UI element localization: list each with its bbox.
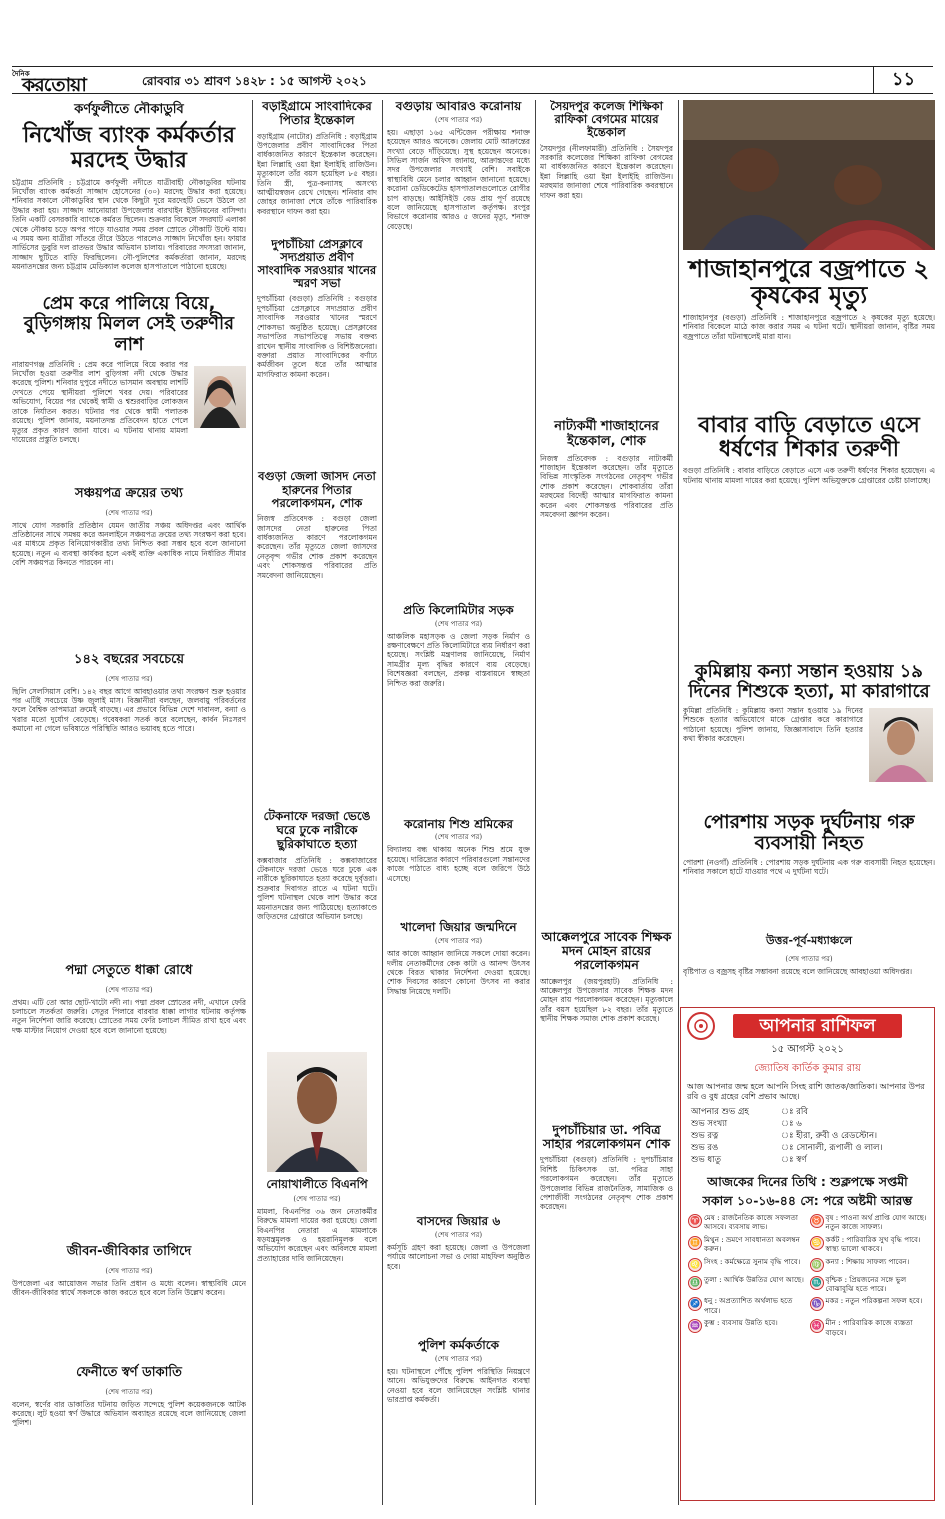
lucky-row: শুভ ধাতু ঃ স্বর্ণ (691, 1155, 807, 1165)
article-body: নিজস্ব প্রতিবেদক : বগুড়ার নাট্যকর্মী শাজাহান ইন্তেকাল করেছেন। তাঁর মৃত্যুতে বিভিন্ন সাংস্কৃতিক সংগঠনের নেতৃবৃন্দ গভীর শোক প্রকাশ করেছেন। শোকবার্তায় তাঁরা মরহুমের বিদেহী আত্মার মাগফিরাত কামনা করেন এবং শোকসন্তপ্ত পরিবারের প্রতি সমবেদনা জ্ঞাপন করেন। (540, 453, 673, 519)
column-rule (252, 100, 253, 1505)
continued-note: (শেষ পাতার পর) (105, 508, 153, 517)
article-headline: করোনায় শিশু শ্রমিকের (404, 816, 513, 831)
article-body: মামলা, বিএনপির ৩৬ জন নেতাকর্মীর বিরুদ্ধে মামলা দায়ের করা হয়েছে। জেলা বিএনপির নেতারা এ মামলাকে ষড়যন্ত্রমূলক ও হয়রানিমূলক বলে অভিযোগ করেছেন এবং অবিলম্বে মামলা প্রত্যাহারের দাবি জানিয়েছেন। (257, 1206, 377, 1263)
continued-note: (শেষ পাতার পর) (434, 619, 483, 628)
article-headline: নিখোঁজ ব্যাংক কর্মকর্তার মরদেহ উদ্ধার (23, 123, 235, 174)
gemini-icon: ♊ (688, 1236, 702, 1250)
zodiac-sign: ♋ কর্কট : পারিবারিক সুখ বৃদ্ধি পাবে। স্বাস্থ্য ভালো থাকবে। (808, 1234, 930, 1256)
article-body: কুমিল্লা প্রতিনিধি : কুমিল্লায় কন্যা সন্তান হওয়ায় ১৯ দিনের শিশুকে হত্যার অভিযোগে মাকে গ্রেপ্তার করে কারাগারে পাঠানো হয়েছে। পুলিশ জানায়, জিজ্ঞাসাবাদে তিনি হত্যার কথা স্বীকার করেছেন। (683, 705, 863, 743)
article-body: চট্টগ্রাম প্রতিনিধি : চট্টগ্রামে কর্ণফুলী নদীতে যাত্রীবাহী নৌকাডুবির ঘটনায় নিখোঁজ ব্যাংক কর্মকর্তা সাজ্জাদ হোসেনের (৩০) মরদেহ উদ্ধার করা হয়েছে। শনিবার সকালে নৌকাডুবির স্থান থেকে কিছুটা দূরে মরদেহটি ভেসে উঠলে তা উদ্ধার করা হয়। সাজ্জাদ আনোয়ারা উপজেলার বারখাইন ইউনিয়নের বাসিন্দা। তিনি একটি বেসরকারি ব্যাংকে কর্মরত ছিলেন। শুক্রবার বিকেলে সদরঘাট এলাকা থেকে নৌকায় চড়ে অপর পাড়ে যাওয়ার সময় প্রবল স্রোতে নৌকাটি উল্টে যায়। এ সময় অন্য যাত্রীরা সাঁতরে তীরে উঠতে পারলেও সাজ্জাদ নিখোঁজ হন। ফায়ার সার্ভিসের ডুবুরি দল রাতভর উদ্ধার অভিযান চালায়। পরিবারের সদস্যরা জানান, সাজ্জাদ ছুটিতে বাড়ি ফিরছিলেন। নৌ-পুলিশের কর্মকর্তারা জানান, মরদেহ ময়নাতদন্তের জন্য চট্টগ্রাম মেডিক্যাল কলেজ হাসপাতালে পাঠানো হয়েছে। (12, 177, 246, 272)
continued-note: (শেষ পাতার পর) (434, 1230, 483, 1239)
article-headline: প্রেম করে পালিয়ে বিয়ে, বুড়িগঙ্গায় মিলল সেই তরুণীর লাশ (23, 292, 235, 355)
section-subhead: সঞ্চয়পত্র ক্রয়ের তথ্য (75, 485, 183, 501)
taurus-icon: ♉ (810, 1214, 824, 1228)
article-headline: আক্কেলপুরে সাবেক শিক্ষক মদন মোহন রায়ের পরলোকগমন (541, 928, 672, 973)
zodiac-sign: ♊ মিথুন : ভ্রমণে সাবধানতা অবলম্বন করুন। (686, 1234, 808, 1256)
article-body: প্রথম। এটি তো আর ছোট-খাটো নদী না। পদ্মা প্রবল স্রোতের নদী, এখানে ফেরি চলাচলে সতর্কতা জরুরি। সেতুর পিলারে বারবার ধাক্কা লাগার ঘটনায় কর্তৃপক্ষ নতুন নির্দেশনা জারি করেছে। স্রোতের সময় ফেরি চলাচল সীমিত রাখা হবে এবং দক্ষ মাস্টার নিয়োগ দেওয়া হবে বলে জানানো হয়েছে। (12, 997, 246, 1035)
article-body: কক্সবাজার প্রতিনিধি : কক্সবাজারের টেকনাফে দরজা ভেঙে ঘরে ঢুকে এক নারীকে ছুরিকাঘাতে হত্যা করেছে দুর্বৃত্তরা। শুক্রবার দিবাগত রাতে এ ঘটনা ঘটে। পুলিশ ঘটনাস্থল থেকে লাশ উদ্ধার করে ময়নাতদন্তের জন্য পাঠিয়েছে। হত্যাকাণ্ডে জড়িতদের গ্রেপ্তারে অভিযান চলছে। (257, 855, 377, 921)
article-body: আর কাজে আহ্বান জানিয়ে সকলে দোয়া করেন। দলীয় নেতাকর্মীদের কেক কাটা ও আনন্দ উৎসব থেকে বিরত থাকার নির্দেশনা দেওয়া হয়েছে। শোক দিবসের কারণে কোনো উৎসব না করার সিদ্ধান্ত নিয়েছে দলটি। (387, 949, 530, 996)
article-body: ছিলি সেলসিয়াস বেশি। ১৪২ বছর আগে আবহাওয়ার তথ্য সংরক্ষণ শুরু হওয়ার পর এটিই সবচেয়ে উষ্ণ জুলাই মাস। বিজ্ঞানীরা বলছেন, জলবায়ু পরিবর্তনের ফলে বৈশ্বিক তাপমাত্রা ক্রমেই বাড়ছে। এর প্রভাবে বিভিন্ন দেশে দাবানল, বন্যা ও খরার মতো দুর্যোগ বেড়েছে। গবেষকরা সতর্ক করে বলেছেন, কার্বন নিঃসরণ কমানো না গেলে ভবিষ্যতে পরিস্থিতি আরও ভয়াবহ হতে পারে। (12, 686, 246, 734)
zodiac-sign: ♌ সিংহ : কর্মক্ষেত্রে সুনাম বৃদ্ধি পাবে। (686, 1256, 808, 1274)
article-body: নারায়ণগঞ্জ প্রতিনিধি : প্রেম করে পালিয়ে বিয়ে করার পর নিখোঁজ হওয়া তরুণীর লাশ বুড়িগঙ্গা নদী থেকে উদ্ধার করেছে পুলিশ। শনিবার দুপুরে নদীতে ভাসমান অবস্থায় লাশটি দেখতে পেয়ে স্থানীয়রা পুলিশে খবর দেয়। পরিবারের অভিযোগ, বিয়ের পর থেকেই স্বামী ও শ্বশুরবাড়ির লোকজন তাকে নির্যাতন করত। ঘটনার পর থেকে স্বামী পলাতক রয়েছে। পুলিশ জানায়, ময়নাতদন্ত প্রতিবেদন হাতে পেলে মৃত্যুর প্রকৃত কারণ জানা যাবে। এ ঘটনায় থানায় মামলা দায়েরের প্রস্তুতি চলছে। (12, 359, 188, 444)
section-subhead: ফেনীতে স্বর্ণ ডাকাতি (76, 1364, 182, 1380)
article-body: বিদ্যালয় বন্ধ থাকায় অনেক শিশু শ্রমে যুক্ত হয়েছে। দারিদ্র্যের কারণে পরিবারগুলো সন্তানদের কাজে পাঠাতে বাধ্য হচ্ছে বলে জরিপে উঠে এসেছে। (387, 845, 530, 883)
article-headline: খালেদা জিয়ার জন্মদিনে (400, 920, 517, 935)
lucky-row: শুভ সংখ্যা ঃ ৬ (691, 1119, 802, 1129)
article-headline: শাজাহানপুরে বজ্রপাতে ২ কৃষকের মৃত্যু (688, 255, 930, 310)
column-rule (535, 100, 536, 1505)
zodiac-sign: ♎ তুলা : আর্থিক উন্নতির যোগ আছে। (686, 1274, 808, 1296)
cancer-icon: ♋ (810, 1236, 824, 1250)
article-body: সৈয়দপুর (নীলফামারী) প্রতিনিধি : সৈয়দপুর সরকারি কলেজের শিক্ষিকা রাফিকা বেগমের মা বার্ধক্যজনিত কারণে ইন্তেকাল করেছেন। ইন্না লিল্লাহি ওয়া ইন্না ইলাইহি রাজিউন। মরহুমার জানাজা শেষে পারিবারিক কবরস্থানে দাফন করা হয়। (540, 143, 673, 200)
article-headline: দুপচাঁচিয়া প্রেসক্লাবে সদ্যপ্রয়াত প্রবীণ সাংবাদিক সরওয়ার খানের স্মরণ সভা (257, 236, 377, 291)
libra-icon: ♎ (688, 1276, 702, 1290)
article-body: দুপচাঁচিয়া (বগুড়া) প্রতিনিধি : দুপচাঁচিয়ার বিশিষ্ট চিকিৎসক ডা. পবিত্র সাহা পরলোকগমন করেছেন। তাঁর মৃত্যুতে উপজেলার বিভিন্ন রাজনৈতিক, সামাজিক ও পেশাজীবী সংগঠনের নেতৃবৃন্দ শোক প্রকাশ করেছেন। (540, 1155, 673, 1212)
article-body: বড়াইগ্রাম (নাটোর) প্রতিনিধি : বড়াইগ্রাম উপজেলার প্রবীণ সাংবাদিকের পিতা বার্ধক্যজনিত কারণে ইন্তেকাল করেছেন। ইন্না লিল্লাহি ওয়া ইন্না ইলাইহি রাজিউন। মৃত্যুকালে তাঁর বয়স হয়েছিল ৮৫ বছর। তিনি স্ত্রী, পুত্র-কন্যাসহ অসংখ্য আত্মীয়স্বজন রেখে গেছেন। শনিবার বাদ জোহর জানাজা শেষে তাঁকে পারিবারিক কবরস্থানে দাফন করা হয়। (257, 131, 377, 216)
article-body: কর্মসূচি গ্রহণ করা হয়েছে। জেলা ও উপজেলা পর্যায়ে আলোচনা সভা ও দোয়া মাহফিল অনুষ্ঠিত হবে। (387, 1242, 530, 1271)
sagittarius-icon: ♐ (688, 1297, 702, 1311)
article-body: পোরশা (নওগাঁ) প্রতিনিধি : পোরশায় সড়ক দুর্ঘটনায় এক গরু ব্যবসায়ী নিহত হয়েছেন। শনিবার সকালে হাটে যাওয়ার পথে এ দুর্ঘটনা ঘটে। (683, 857, 935, 876)
article-body: বলেন, স্বর্ণের বার ডাকাতির ঘটনায় জড়িত সন্দেহে পুলিশ কয়েকজনকে আটক করেছে। লুট হওয়া স্বর্ণ উদ্ধারে অভিযান অব্যাহত রয়েছে বলে জানিয়েছে জেলা পুলিশ। (12, 1399, 246, 1428)
zodiac-sign: ♓ মীন : পারিবারিক কাজে ব্যস্ততা বাড়বে। (808, 1317, 930, 1339)
continued-note: (শেষ পাতার পর) (105, 674, 153, 683)
continued-note: (শেষ পাতার পর) (434, 937, 483, 946)
article-body: সাথে যোগ সরকারি প্রতিষ্ঠান যেমন জাতীয় সঞ্চয় অধিদপ্তর এবং আর্থিক প্রতিষ্ঠানের সাথে সমন্বয় করে অনলাইনে সঞ্চয়পত্র ক্রয়ের তথ্য সংরক্ষণ করা হবে। এর মাধ্যমে প্রকৃত বিনিয়োগকারীর তথ্য নিশ্চিত করা সম্ভব হবে বলে জানানো হয়েছে। নতুন এ ব্যবস্থা কার্যকর হলে একই ব্যক্তি একাধিক নামে নির্ধারিত সীমার বেশি সঞ্চয়পত্র কিনতে পারবেন না। (12, 520, 246, 568)
zodiac-sign: ♒ কুম্ভ : ব্যবসায় উন্নতি হবে। (686, 1317, 808, 1339)
article-body: বগুড়া প্রতিনিধি : বাবার বাড়িতে বেড়াতে এসে এক তরুণী ধর্ষণের শিকার হয়েছেন। এ ঘটনায় থানায় মামলা দায়ের করা হয়েছে। পুলিশ অভিযুক্তকে গ্রেপ্তারের চেষ্টা চালাচ্ছে। (683, 466, 935, 485)
article-kicker: কর্ণফুলীতে নৌকাডুবি (74, 102, 184, 117)
logo-text: করতোয়া (22, 74, 86, 96)
zodiac-sign: ♐ ধনু : অপ্রত্যাশিত অর্থলাভ হতে পারে। (686, 1295, 808, 1317)
continued-note: (শেষ পাতার পর) (105, 1266, 153, 1275)
column-5 (683, 100, 935, 1005)
news-photo (267, 1052, 367, 1172)
section-subhead: পদ্মা সেতুতে ধাক্কা রোধে (65, 962, 193, 978)
masthead (12, 66, 933, 94)
pisces-icon: ♓ (810, 1319, 824, 1333)
article-headline: প্রতি কিলোমিটার সড়ক (403, 602, 514, 617)
article-headline: পুলিশ কর্মকর্তাকে (418, 1337, 499, 1352)
horoscope-title: আপনার রাশিফল (733, 1014, 902, 1038)
section-subhead: উত্তর-পূর্ব-মধ্যাঞ্চলে (765, 933, 853, 947)
zodiac-sign: ♏ বৃশ্চিক : প্রিয়জনের সঙ্গে ভুল বোঝাবুঝি হতে পারে। (808, 1274, 930, 1296)
continued-note: (শেষ পাতার পর) (105, 1387, 153, 1396)
leo-icon: ♌ (688, 1258, 702, 1272)
aries-icon: ♈ (688, 1214, 702, 1228)
section-subhead: জীবন-জীবিকার তাগিদে (66, 1243, 192, 1259)
article-headline: নাট্যকর্মী শাজাহানের ইন্তেকাল, শোক (554, 418, 659, 449)
continued-note: (শেষ পাতার পর) (785, 954, 833, 963)
article-headline: সৈয়দপুর কলেজ শিক্ষিকা রাফিকা বেগমের মায়ের ইন্তেকাল (550, 100, 663, 140)
article-headline: দুপচাঁচিয়ার ডা. পবিত্র সাহার পরলোকগমন শোক (542, 1121, 671, 1152)
article-headline: কুমিল্লায় কন্যা সন্তান হওয়ায় ১৯ দিনের শিশুকে হত্যা, মা কারাগারে (688, 661, 930, 702)
lucky-row: আপনার শুভ গ্রহ ঃ রবি (691, 1107, 809, 1117)
news-photo (683, 100, 935, 250)
column-rule (678, 100, 679, 1505)
article-headline: বড়াইগ্রামে সাংবাদিকের পিতার ইন্তেকাল (262, 100, 372, 127)
article-headline: পোরশায় সড়ক দুর্ঘটনায় গরু ব্যবসায়ী নিহত (703, 810, 915, 854)
article-headline: নোয়াখালীতে বিএনপি (266, 1176, 368, 1191)
lucky-row: শুভ রঙ ঃ সোনালী, রূপালী ও লাল। (691, 1143, 883, 1153)
dateline: রোববার ৩১ শ্রাবণ ১৪২৮ : ১৫ আগস্ট ২০২১ (142, 74, 367, 88)
horoscope-box (680, 1007, 935, 1501)
news-photo (194, 366, 246, 428)
horoscope-intro: আজ আপনার জন্ম হলে আপনি সিংহ রাশি জাতক/জাতিকা। আপনার উপর রবি ও বুধ গ্রহের বেশি প্রভাব আছে। (687, 1082, 925, 1101)
article-headline: বাসদের জিয়ার ৬ (416, 1214, 501, 1229)
continued-note: (শেষ পাতার পর) (293, 1194, 341, 1203)
continued-note: (শেষ পাতার পর) (434, 833, 483, 842)
article-body: আঞ্চলিক মহাসড়ক ও জেলা সড়ক নির্মাণ ও রক্ষণাবেক্ষণে প্রতি কিলোমিটারে ব্যয় নির্ধারণ করা হয়েছে। সংশ্লিষ্ট মন্ত্রণালয় জানিয়েছে, নির্মাণ সামগ্রীর মূল্য বৃদ্ধির কারণে ব্যয় বেড়েছে। বিশেষজ্ঞরা বলছেন, প্রকল্প বাস্তবায়নে স্বচ্ছতা নিশ্চিত করা জরুরি। (387, 631, 530, 688)
today-tithi-time: সকাল ১০-১৬-৪৪ সে: পরে অষ্টমী আরম্ভ (702, 1193, 913, 1208)
virgo-icon: ♍ (810, 1258, 824, 1272)
article-body: দুপচাঁচিয়া (বগুড়া) প্রতিনিধি : বগুড়ার দুপচাঁচিয়া প্রেসক্লাবে সদ্যপ্রয়াত প্রবীণ সাংবাদিক সরওয়ার খানের স্মরণে শোকসভা অনুষ্ঠিত হয়েছে। প্রেসক্লাবের সভাপতির সভাপতিত্বে সভায় বক্তব্য রাখেন স্থানীয় সাংবাদিক ও বিশিষ্টজনেরা। বক্তারা প্রয়াত সাংবাদিকের বর্ণাঢ্য কর্মজীবন তুলে ধরে তাঁর আত্মার মাগফিরাত কামনা করেন। (257, 294, 377, 379)
article-body: নিজস্ব প্রতিবেদক : বগুড়া জেলা জাসদের নেতা হারুনের পিতা বার্ধক্যজনিত কারণে পরলোকগমন করেছেন। তাঁর মৃত্যুতে জেলা জাসদের নেতৃবৃন্দ গভীর শোক প্রকাশ করেছেন এবং শোকসন্তপ্ত পরিবারের প্রতি সমবেদনা জানিয়েছেন। (257, 514, 377, 580)
column-2 (257, 100, 377, 1505)
column-3 (387, 100, 530, 1505)
page-number: ১১ (873, 67, 933, 93)
article-headline: বগুড়া জেলা জাসদ নেতা হারুনের পিতার পরলোকগমন, শোক (258, 469, 376, 510)
article-headline: বাবার বাড়ি বেড়াতে এসে ধর্ষণের শিকার তরুণী (698, 412, 920, 462)
article-headline: বগুড়ায় আবারও করোনায় (395, 100, 522, 113)
today-tithi: আজকের দিনের তিথি : শুক্লপক্ষে সপ্তমী (707, 1174, 908, 1189)
column-1 (12, 100, 246, 1505)
continued-note: (শেষ পাতার পর) (434, 115, 483, 124)
article-body: হয়। ঘটনাস্থলে পৌঁছে পুলিশ পরিস্থিতি নিয়ন্ত্রণে আনে। অভিযুক্তদের বিরুদ্ধে আইনগত ব্যবস্থা নেওয়া হবে বলে জানিয়েছেন সংশ্লিষ্ট থানার ভারপ্রাপ্ত কর্মকর্তা। (387, 1366, 530, 1404)
zodiac-sign: ♍ কন্যা : শিক্ষায় সাফল্য পাবেন। (808, 1256, 930, 1274)
continued-note: (শেষ পাতার পর) (105, 985, 153, 994)
zodiac-sign: ♑ মকর : নতুন পরিকল্পনা সফল হবে। (808, 1295, 930, 1317)
capricorn-icon: ♑ (810, 1297, 824, 1311)
newspaper-logo (12, 68, 130, 96)
article-body: আক্কেলপুর (জয়পুরহাট) প্রতিনিধি : আক্কেলপুর উপজেলার সাবেক শিক্ষক মদন মোহন রায় পরলোকগমন করেছেন। মৃত্যুকালে তাঁর বয়স হয়েছিল ৮২ বছর। তাঁর মৃত্যুতে স্থানীয় শিক্ষক সমাজ শোক প্রকাশ করেছে। (540, 976, 673, 1024)
article-headline: টেকনাফে দরজা ভেঙে ঘরে ঢুকে নারীকে ছুরিকাঘাতে হত্যা (263, 809, 371, 851)
section-subhead: ১৪২ বছরের সবচেয়ে (74, 651, 184, 667)
horoscope-date: ১৫ আগস্ট ২০২১ (771, 1044, 844, 1055)
logo-small: দৈনিক (12, 70, 30, 78)
zodiac-signs (681, 1208, 934, 1343)
horoscope-astrologer: জ্যোতিষ কার্তিক কুমার রায় (754, 1063, 861, 1074)
scorpio-icon: ♏ (810, 1276, 824, 1290)
column-4 (540, 100, 673, 1505)
article-body: হয়। এছাড়া ১৬৫ এন্টিজেন পরীক্ষায় শনাক্ত হয়েছেন আরও অনেকে। জেলায় মোট আক্রান্তের সংখ্যা বেড়ে দাঁড়িয়েছে। সুস্থ হয়েছেন অনেকে। সিভিল সার্জন অফিস জানায়, আক্রান্তদের মধ্যে সদর উপজেলার সংখ্যাই বেশি। সবাইকে স্বাস্থ্যবিধি মেনে চলার আহ্বান জানানো হয়েছে। করোনা ডেডিকেটেড হাসপাতালগুলোতে রোগীর চাপ বাড়ছে। আইসিইউ বেড প্রায় পূর্ণ রয়েছে বলে জানিয়েছে হাসপাতাল কর্তৃপক্ষ। রংপুর বিভাগে করোনায় আরও ৫ জনের মৃত্যু, শনাক্ত বেড়েছে। (387, 127, 530, 231)
continued-note: (শেষ পাতার পর) (434, 1354, 483, 1363)
zodiac-sign: ♈ মেষ : রাজনৈতিক কাজে সফলতা আসবে। ব্যবসায় লাভ। (686, 1212, 808, 1234)
lucky-list (681, 1102, 934, 1170)
aquarius-icon: ♒ (688, 1319, 702, 1333)
lucky-row: শুভ রত্ন ঃ হীরা, রুবী ও রেডস্টোন। (691, 1131, 878, 1141)
article-body: উপজেলা এর আয়োজন সভার তিনি প্রধান ও মধ্যে বলেন। স্বাস্থ্যবিধি মেনে জীবন-জীবিকার স্বার্থে সকলকে কাজ করতে হবে বলে তিনি উল্লেখ করেন। (12, 1278, 246, 1298)
article-body: বৃষ্টিপাত ও বজ্রসহ বৃষ্টির সম্ভাবনা রয়েছে বলে জানিয়েছে আবহাওয়া অধিদপ্তর। (683, 966, 913, 976)
article-body: শাজাহানপুর (বগুড়া) প্রতিনিধি : শাজাহানপুরে বজ্রপাতে ২ কৃষকের মৃত্যু হয়েছে। শনিবার বিকেলে মাঠে কাজ করার সময় এ ঘটনা ঘটে। স্থানীয়রা জানান, বৃষ্টির সময় বজ্রপাতে তাঁরা ঘটনাস্থলেই মারা যান। (683, 312, 935, 341)
column-rule (382, 100, 383, 1505)
news-photo (869, 708, 933, 782)
zodiac-sign: ♉ বৃষ : পাওনা অর্থ প্রাপ্তি যোগ আছে। নতুন কাজে সাফল্য। (808, 1212, 930, 1234)
zodiac-wheel-icon (687, 1012, 715, 1040)
